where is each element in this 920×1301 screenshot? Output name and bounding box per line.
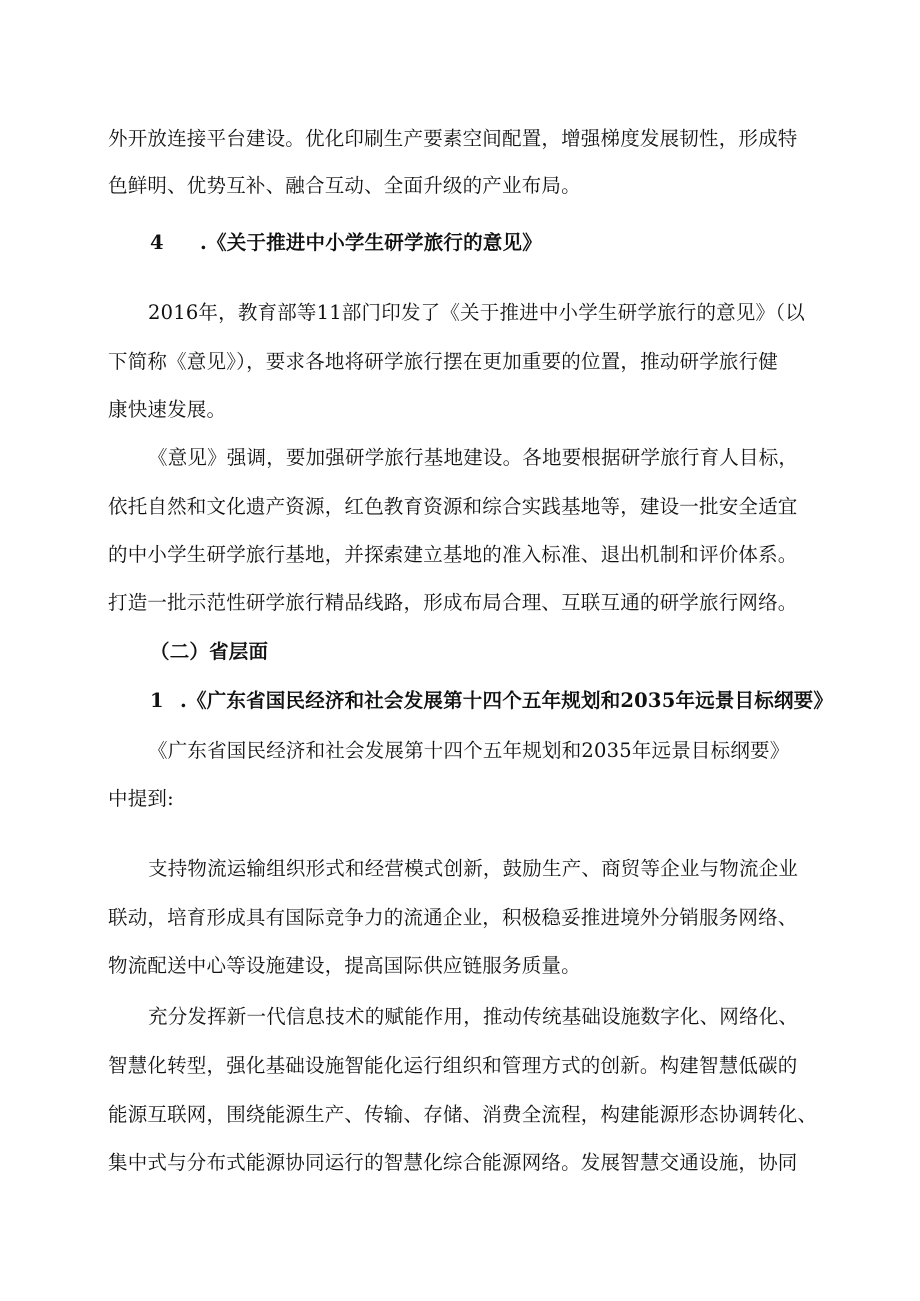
paragraph-line: 智慧化转型，强化基础设施智能化运行组织和管理方式的创新。构建智慧低碳的 [108,1054,798,1077]
paragraph-line: 支持物流运输组织形式和经营模式创新，鼓励生产、商贸等企业与物流企业 [148,857,799,880]
paragraph-line: 中提到: [108,787,174,810]
paragraph-line: 集中式与分布式能源协同运行的智慧化综合能源网络。发展智慧交通设施，协同 [108,1151,798,1174]
paragraph-line: 色鲜明、优势互补、融合互动、全面升级的产业布局。 [108,174,581,197]
paragraph-line: 2016年，教育部等11部门印发了《关于推进中小学生研学旅行的意见》（以 [148,301,805,324]
paragraph-line: 康快速发展。 [108,398,227,421]
section-heading: （二）省层面 [150,640,269,663]
paragraph-line: 联动，培育形成具有国际竞争力的流通企业，积极稳妥推进境外分销服务网络、 [108,906,798,929]
heading-title: .《广东省国民经济和社会发展第十四个五年规划和2035年远景目标纲要》 [180,689,834,712]
paragraph-line: 《广东省国民经济和社会发展第十四个五年规划和2035年远景目标纲要》 [148,739,790,762]
paragraph-line: 物流配送中心等设施建设，提高国际供应链服务质量。 [108,954,581,977]
heading-title: .《关于推进中小学生研学旅行的意见》 [200,231,542,254]
paragraph-line: 外开放连接平台建设。优化印刷生产要素空间配置，增强梯度发展韧性，形成特 [108,127,798,150]
paragraph-line: 下简称《意见》），要求各地将研学旅行摆在更加重要的位置，推动研学旅行健 [108,350,779,373]
paragraph-line: 充分发挥新一代信息技术的赋能作用，推动传统基础设施数字化、网络化、 [148,1005,799,1028]
paragraph-line: 《意见》强调，要加强研学旅行基地建设。各地要根据研学旅行育人目标， [148,446,799,469]
paragraph-line: 能源互联网，围绕能源生产、传输、存储、消费全流程，构建能源形态协调转化、 [108,1103,818,1126]
heading-number: 1 [150,689,164,712]
heading-number: 4 [150,231,164,254]
paragraph-line: 的中小学生研学旅行基地，并探索建立基地的准入标准、退出机制和评价体系。 [108,543,798,566]
paragraph-line: 打造一批示范性研学旅行精品线路，形成布局合理、互联互通的研学旅行网络。 [108,591,798,614]
paragraph-line: 依托自然和文化遗产资源，红色教育资源和综合实践基地等，建设一批安全适宜 [108,495,798,518]
